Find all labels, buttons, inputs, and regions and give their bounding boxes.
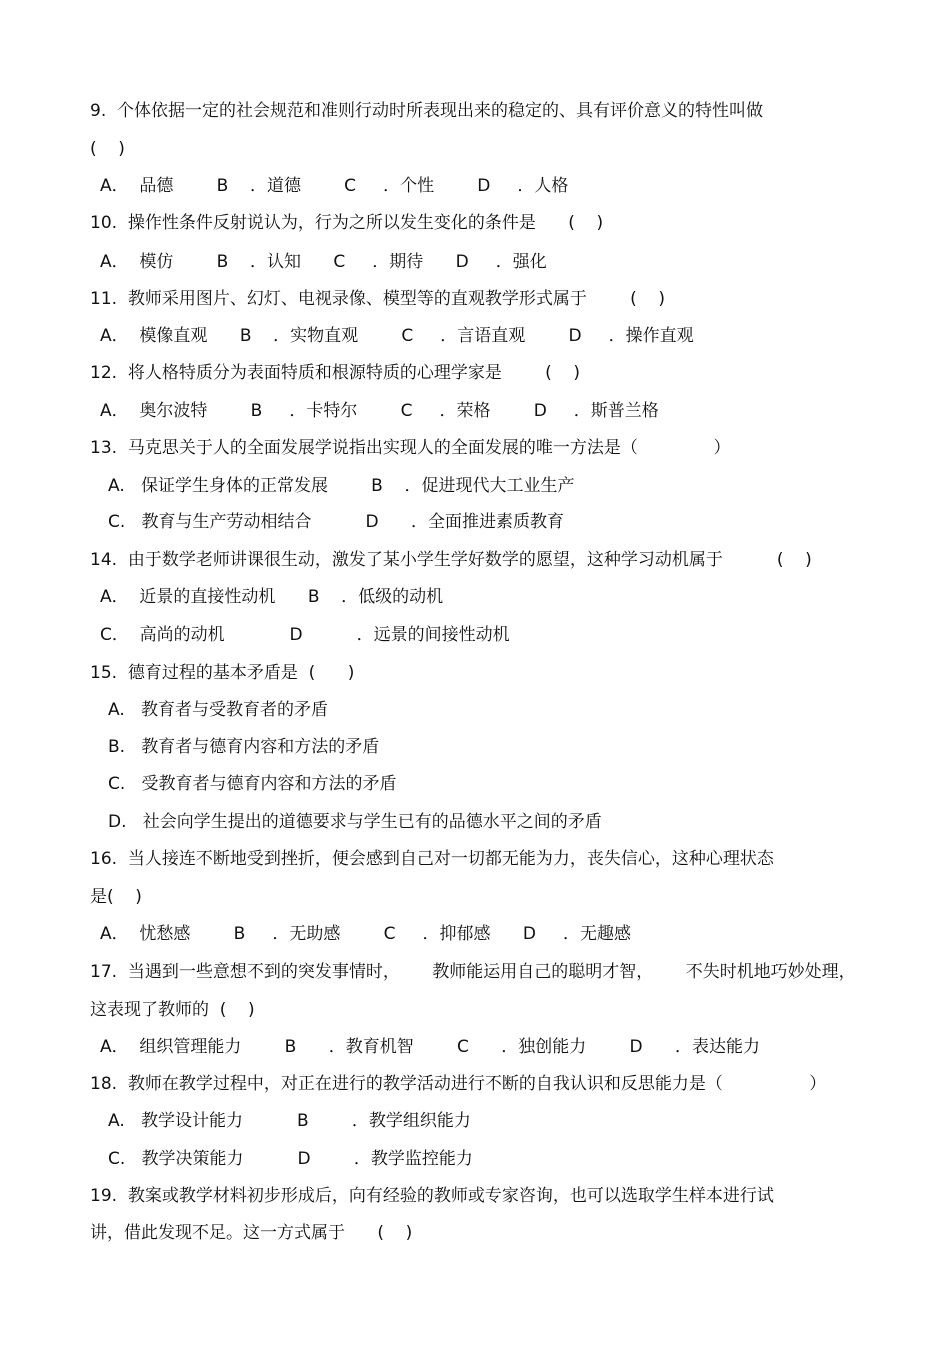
question-15-option-a: A. 教育者与受教育者的矛盾 — [108, 700, 328, 720]
question-13-options-ab: A. 保证学生身体的正常发展 B ．促进现代大工业生产 — [108, 476, 575, 496]
question-9-bracket: ( ) — [90, 139, 125, 159]
question-18-text: 18. 教师在教学过程中，对正在进行的教学活动进行不断的自我认识和反思能力是（ ） — [90, 1074, 827, 1094]
question-14-text: 14. 由于数学老师讲课很生动，激发了某小学生学好数学的愿望，这种学习动机属于 ( ) — [90, 550, 812, 570]
question-13-options-cd: C. 教育与生产劳动相结合 D ．全面推进素质教育 — [108, 512, 565, 532]
question-18-options-ab: A. 教学设计能力 B ．教学组织能力 — [108, 1111, 471, 1131]
question-15-option-b: B. 教育者与德育内容和方法的矛盾 — [108, 737, 380, 757]
question-17-options: A． 组织管理能力 B ．教育机智 C ．独创能力 D ．表达能力 — [100, 1037, 761, 1057]
question-9-text: 9. 个体依据一定的社会规范和准则行动时所表现出来的稳定的、具有评价意义的特性叫做 — [90, 101, 764, 121]
question-15-option-d: D. 社会向学生提出的道德要求与学生已有的品德水平之间的矛盾 — [108, 812, 602, 832]
question-16-text-cont: 是( ) — [90, 887, 142, 907]
question-15-option-c: C. 受教育者与德育内容和方法的矛盾 — [108, 774, 397, 794]
question-11-text: 11. 教师采用图片、幻灯、电视录像、模型等的直观教学形式属于 ( ) — [90, 289, 665, 309]
question-18-options-cd: C. 教学决策能力 D ．教学监控能力 — [108, 1149, 473, 1169]
question-9-options: A． 品德 B ．道德 C ．个性 D ．人格 — [100, 176, 569, 196]
question-14-options-ab: A． 近景的直接性动机 B ．低级的动机 — [100, 587, 444, 607]
question-12-text: 12. 将人格特质分为表面特质和根源特质的心理学家是 ( ) — [90, 363, 580, 383]
question-19-text-cont: 讲，借此发现不足。这一方式属于 ( ) — [90, 1223, 413, 1243]
question-16-text: 16. 当人接连不断地受到挫折，便会感到自己对一切都无能为力，丧失信心，这种心理状态 — [90, 849, 774, 869]
question-14-options-cd: C． 高尚的动机 D ．远景的间接性动机 — [100, 625, 510, 645]
question-11-options: A． 模像直观 B ．实物直观 C ．言语直观 D ．操作直观 — [100, 326, 694, 346]
question-10-text: 10. 操作性条件反射说认为，行为之所以发生变化的条件是 ( ) — [90, 213, 604, 233]
question-15-text: 15. 德育过程的基本矛盾是 ( ) — [90, 663, 355, 683]
question-13-text: 13. 马克思关于人的全面发展学说指出实现人的全面发展的唯一方法是（ ） — [90, 438, 731, 458]
question-12-options: A． 奥尔波特 B ．卡特尔 C ．荣格 D ．斯普兰格 — [100, 401, 659, 421]
question-16-options: A． 忧愁感 B ．无助感 C ．抑郁感 D ．无趣感 — [100, 924, 632, 944]
question-19-text: 19. 教案或教学材料初步形成后，向有经验的教师或专家咨询，也可以选取学生样本进行试 — [90, 1186, 774, 1206]
question-17-text-cont: 这表现了教师的 ( ) — [90, 1000, 255, 1020]
question-17-text: 17. 当遇到一些意想不到的突发事情时， 教师能运用自己的聪明才智， 不失时机地巧妙处理， — [90, 962, 856, 982]
question-10-options: A． 模仿 B ．认知 C ．期待 D ．强化 — [100, 252, 547, 272]
